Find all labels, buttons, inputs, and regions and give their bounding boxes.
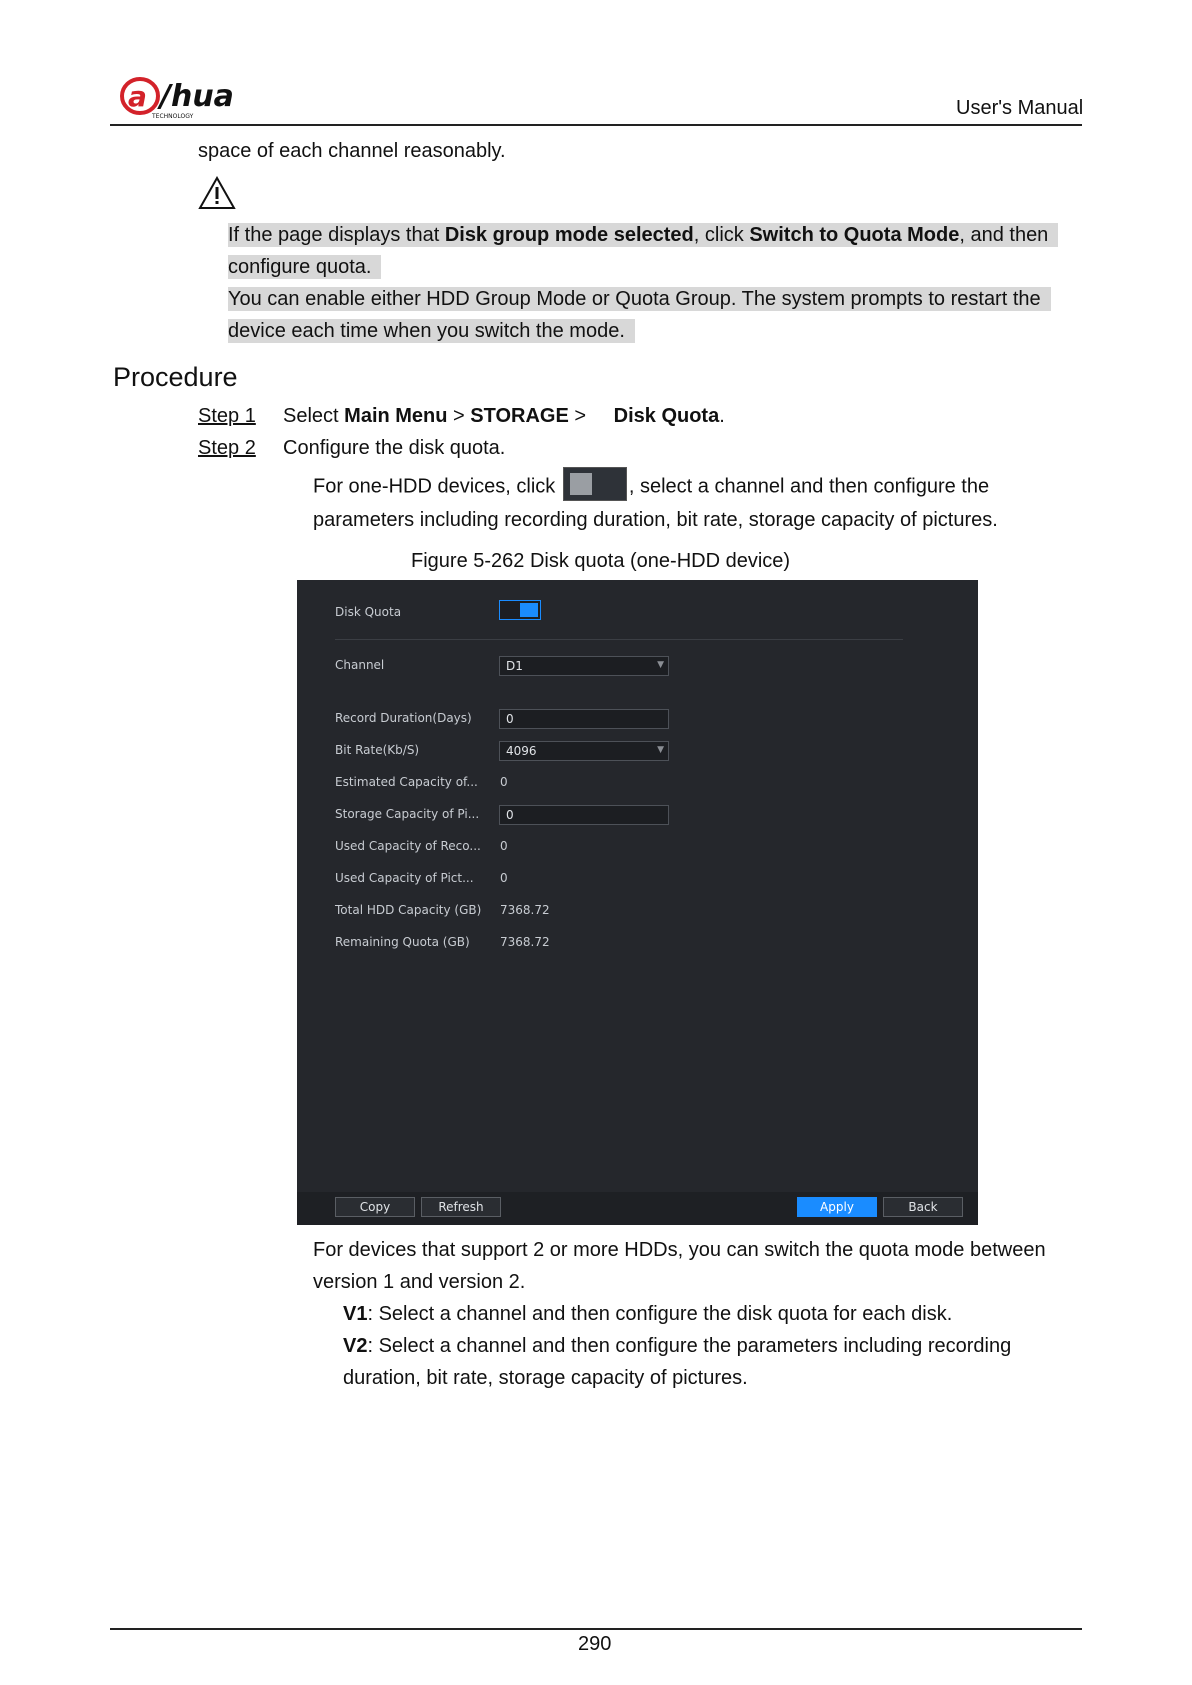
page-number: 290 [578, 1633, 612, 1655]
total-hdd-capacity-value: 7368.72 [500, 903, 550, 917]
disk-quota-toggle[interactable] [499, 600, 541, 620]
svg-text:/hua: /hua [160, 79, 234, 114]
multi-hdd-line-2: version 1 and version 2. [313, 1271, 526, 1293]
back-button[interactable]: Back [883, 1197, 963, 1217]
figure-caption: Figure 5-262 Disk quota (one-HDD device) [411, 550, 791, 572]
record-duration-label: Record Duration(Days) [335, 711, 472, 725]
total-hdd-capacity-label: Total HDD Capacity (GB) [335, 903, 482, 917]
v2-line-2: duration, bit rate, storage capacity of pictures. [343, 1367, 748, 1389]
intro-line: space of each channel reasonably. [198, 140, 506, 162]
toggle-off-icon [563, 467, 627, 501]
estimated-capacity-value: 0 [500, 775, 508, 789]
used-capacity-picture-value: 0 [500, 871, 508, 885]
v2-line-1: V2: Select a channel and then configure the parameters including recording [343, 1335, 1012, 1357]
storage-capacity-input[interactable]: 0 [499, 805, 669, 825]
caution-line-1: If the page displays that Disk group mode selected, click Switch to Quota Mode, and then [228, 222, 1058, 248]
footer-divider [110, 1628, 1082, 1630]
step-2-label: Step 2 [198, 437, 256, 459]
chevron-down-icon: ▼ [657, 660, 664, 670]
estimated-capacity-label: Estimated Capacity of... [335, 775, 478, 789]
manual-title: User's Manual [956, 97, 1084, 119]
multi-hdd-line-1: For devices that support 2 or more HDDs, you can switch the quota mode between [313, 1239, 1046, 1261]
warning-icon [198, 176, 236, 210]
used-capacity-picture-label: Used Capacity of Pict... [335, 871, 474, 885]
remaining-quota-label: Remaining Quota (GB) [335, 935, 470, 949]
storage-capacity-label: Storage Capacity of Pi... [335, 807, 480, 821]
disk-quota-screen [297, 580, 978, 1225]
caution-line-4: device each time when you switch the mode. [228, 318, 635, 344]
caution-line-2: configure quota. [228, 254, 381, 280]
svg-text:a: a [128, 80, 147, 113]
remaining-quota-value: 7368.72 [500, 935, 550, 949]
step-2-text: Configure the disk quota. [283, 437, 506, 459]
used-capacity-record-value: 0 [500, 839, 508, 853]
channel-label: Channel [335, 658, 385, 672]
one-hdd-line-2: parameters including recording duration, bit rate, storage capacity of pictures. [313, 509, 998, 531]
dahua-logo [118, 72, 258, 124]
channel-select[interactable]: D1 ▼ [499, 656, 669, 676]
header-divider [110, 124, 1082, 126]
record-duration-input[interactable]: 0 [499, 709, 669, 729]
refresh-button[interactable]: Refresh [421, 1197, 501, 1217]
procedure-heading: Procedure [113, 362, 238, 392]
step-1-label: Step 1 [198, 405, 256, 427]
one-hdd-line-1: For one-HDD devices, click , select a channel and then configure the [313, 470, 989, 504]
bit-rate-label: Bit Rate(Kb/S) [335, 743, 420, 757]
step-1-text: Select Main Menu > STORAGE > Disk Quota. [283, 405, 725, 427]
section-divider [335, 639, 903, 640]
svg-text:TECHNOLOGY: TECHNOLOGY [152, 113, 194, 120]
caution-line-3: You can enable either HDD Group Mode or Quota Group. The system prompts to restart the [228, 286, 1051, 312]
apply-button[interactable]: Apply [797, 1197, 877, 1217]
copy-button[interactable]: Copy [335, 1197, 415, 1217]
disk-quota-label: Disk Quota [335, 605, 402, 619]
used-capacity-record-label: Used Capacity of Reco... [335, 839, 481, 853]
bit-rate-select[interactable]: 4096 ▼ [499, 741, 669, 761]
v1-line: V1: Select a channel and then configure the disk quota for each disk. [343, 1303, 953, 1325]
chevron-down-icon: ▼ [657, 745, 664, 755]
